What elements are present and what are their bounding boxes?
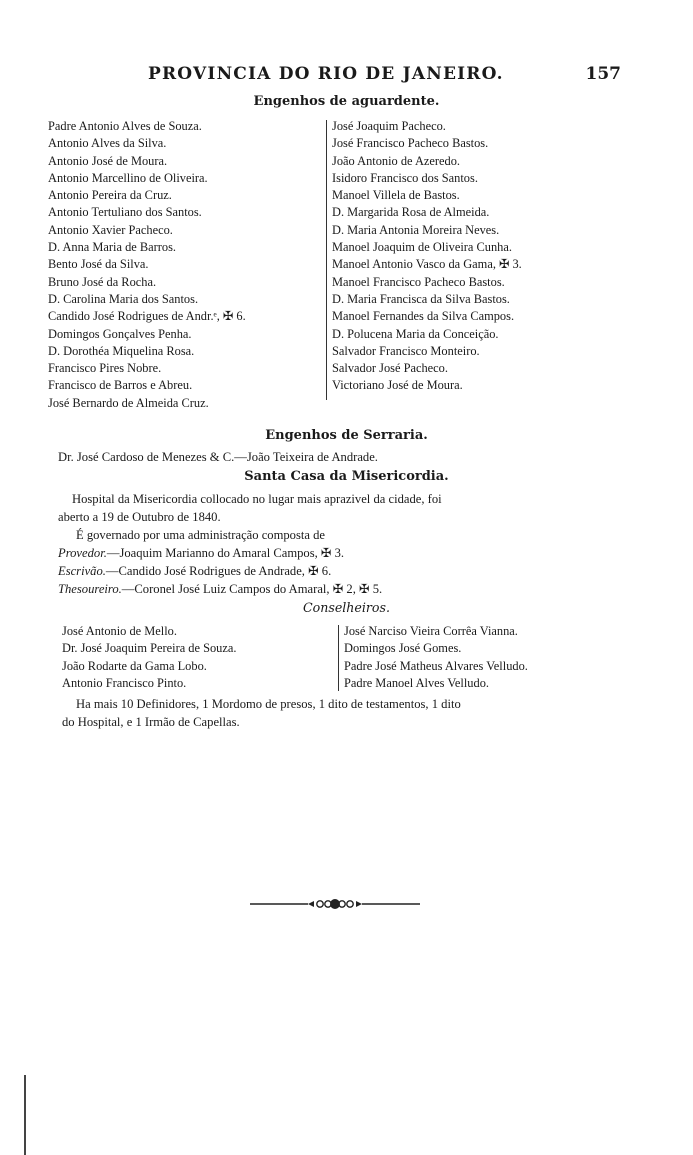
- provedor-label: Provedor.: [58, 546, 107, 560]
- thesoureiro-line: [58, 581, 382, 599]
- list-item: Manoel Joaquim de Oliveira Cunha.: [332, 240, 512, 255]
- list-item: José Joaquim Pacheco.: [332, 119, 446, 133]
- aguardente-right-column: [332, 118, 522, 395]
- list-item: João Rodarte da Gama Lobo.: [62, 658, 207, 673]
- page-margin-mark: [24, 1075, 26, 1155]
- provedor-name: —Joaquim Marianno do Amaral Campos, ✠ 3.: [106, 546, 345, 560]
- list-item: D. Dorothéa Miquelina Rosa.: [48, 343, 195, 358]
- list-item: José Francisco Pacheco Bastos.: [332, 136, 489, 151]
- list-item: José Bernardo de Almeida Cruz.: [48, 395, 209, 410]
- list-item: Antonio Marcellino de Oliveira.: [48, 170, 208, 185]
- list-item: Antonio Pereira da Cruz.: [48, 188, 172, 203]
- list-item: D. Margarida Rosa de Almeida.: [332, 205, 490, 220]
- thesoureiro-label: Thesoureiro.: [58, 582, 122, 596]
- list-item: Manoel Francisco Pacheco Bastos.: [332, 274, 505, 289]
- decorative-rule-ornament-icon: [250, 897, 420, 911]
- list-item: Domingos José Gomes.: [344, 641, 462, 656]
- list-item: Padre José Matheus Alvares Velludo.: [344, 658, 528, 673]
- list-item: Manoel Antonio Vasco da Gama, ✠ 3.: [332, 257, 522, 272]
- list-item: Bento José da Silva.: [48, 257, 149, 272]
- list-item: Padre Manoel Alves Velludo.: [344, 675, 489, 690]
- santa-casa-paragraph-line1: Hospital da Misericordia collocado no lugar mais aprazivel da cidade, foi: [72, 492, 442, 506]
- list-item: Padre Antonio Alves de Souza.: [48, 119, 202, 133]
- list-item: Salvador Francisco Monteiro.: [332, 343, 480, 358]
- escrivao-name: —Candido José Rodrigues de Andrade, ✠ 6.: [105, 564, 332, 578]
- thesoureiro-name: —Coronel José Luiz Campos do Amaral, ✠ 2, ✠ 5.: [121, 582, 383, 596]
- aguardente-columns: [48, 118, 628, 418]
- list-item: Isidoro Francisco dos Santos.: [332, 170, 478, 185]
- page-header: [0, 64, 693, 88]
- page-number: 157: [585, 64, 621, 84]
- list-item: D. Anna Maria de Barros.: [48, 240, 177, 255]
- list-item: D. Carolina Maria dos Santos.: [48, 291, 199, 306]
- administration-line: É governado por uma administração composta de: [76, 528, 325, 542]
- list-item: Candido José Rodrigues de Andr.ᵉ, ✠ 6.: [48, 309, 246, 324]
- list-item: Dr. José Joaquim Pereira de Souza.: [62, 641, 237, 656]
- section-heading-aguardente: Engenhos de aguardente.: [253, 94, 440, 109]
- conselheiros-columns: [62, 623, 632, 698]
- list-item: Victoriano José de Moura.: [332, 378, 463, 393]
- list-item: José Narciso Vieira Corrêa Vianna.: [344, 624, 518, 638]
- page-title: PROVINCIA DO RIO DE JANEIRO.: [148, 64, 504, 84]
- aguardente-left-column: [48, 118, 246, 412]
- escrivao-label: Escrivão.: [58, 564, 106, 578]
- list-item: Manoel Fernandes da Silva Campos.: [332, 309, 515, 324]
- conselheiros-heading: Conselheiros.: [303, 600, 390, 615]
- column-divider: [338, 625, 339, 691]
- list-item: Antonio José de Moura.: [48, 153, 168, 168]
- conselheiros-left-column: [62, 623, 236, 692]
- list-item: Salvador José Pacheco.: [332, 361, 448, 376]
- list-item: Antonio Francisco Pinto.: [62, 675, 187, 690]
- list-item: D. Polucena Maria da Conceição.: [332, 326, 499, 341]
- list-item: D. Maria Antonia Moreira Neves.: [332, 222, 500, 237]
- conselheiros-right-column: [344, 623, 528, 692]
- list-item: Francisco de Barros e Abreu.: [48, 378, 193, 393]
- column-divider: [326, 120, 327, 400]
- closing-line1: Ha mais 10 Definidores, 1 Mordomo de presos, 1 dito de testamentos, 1 dito: [76, 697, 461, 711]
- list-item: José Antonio de Mello.: [62, 624, 177, 638]
- section-heading-serraria: Engenhos de Serraria.: [265, 428, 428, 443]
- serraria-line: Dr. José Cardoso de Menezes & C.—João Teixeira de Andrade.: [58, 450, 378, 464]
- list-item: Antonio Xavier Pacheco.: [48, 222, 173, 237]
- list-item: Domingos Gonçalves Penha.: [48, 326, 192, 341]
- escrivao-line: [58, 563, 331, 581]
- provedor-line: [58, 545, 344, 563]
- closing-line2: do Hospital, e 1 Irmão de Capellas.: [62, 715, 240, 729]
- list-item: Antonio Tertuliano dos Santos.: [48, 205, 202, 220]
- list-item: D. Maria Francisca da Silva Bastos.: [332, 291, 510, 306]
- list-item: Manoel Villela de Bastos.: [332, 188, 460, 203]
- list-item: João Antonio de Azeredo.: [332, 153, 461, 168]
- section-heading-santa-casa: Santa Casa da Misericordia.: [244, 469, 449, 484]
- santa-casa-paragraph-line2: aberto a 19 de Outubro de 1840.: [58, 510, 221, 524]
- list-item: Francisco Pires Nobre.: [48, 361, 162, 376]
- list-item: Antonio Alves da Silva.: [48, 136, 167, 151]
- list-item: Bruno José da Rocha.: [48, 274, 157, 289]
